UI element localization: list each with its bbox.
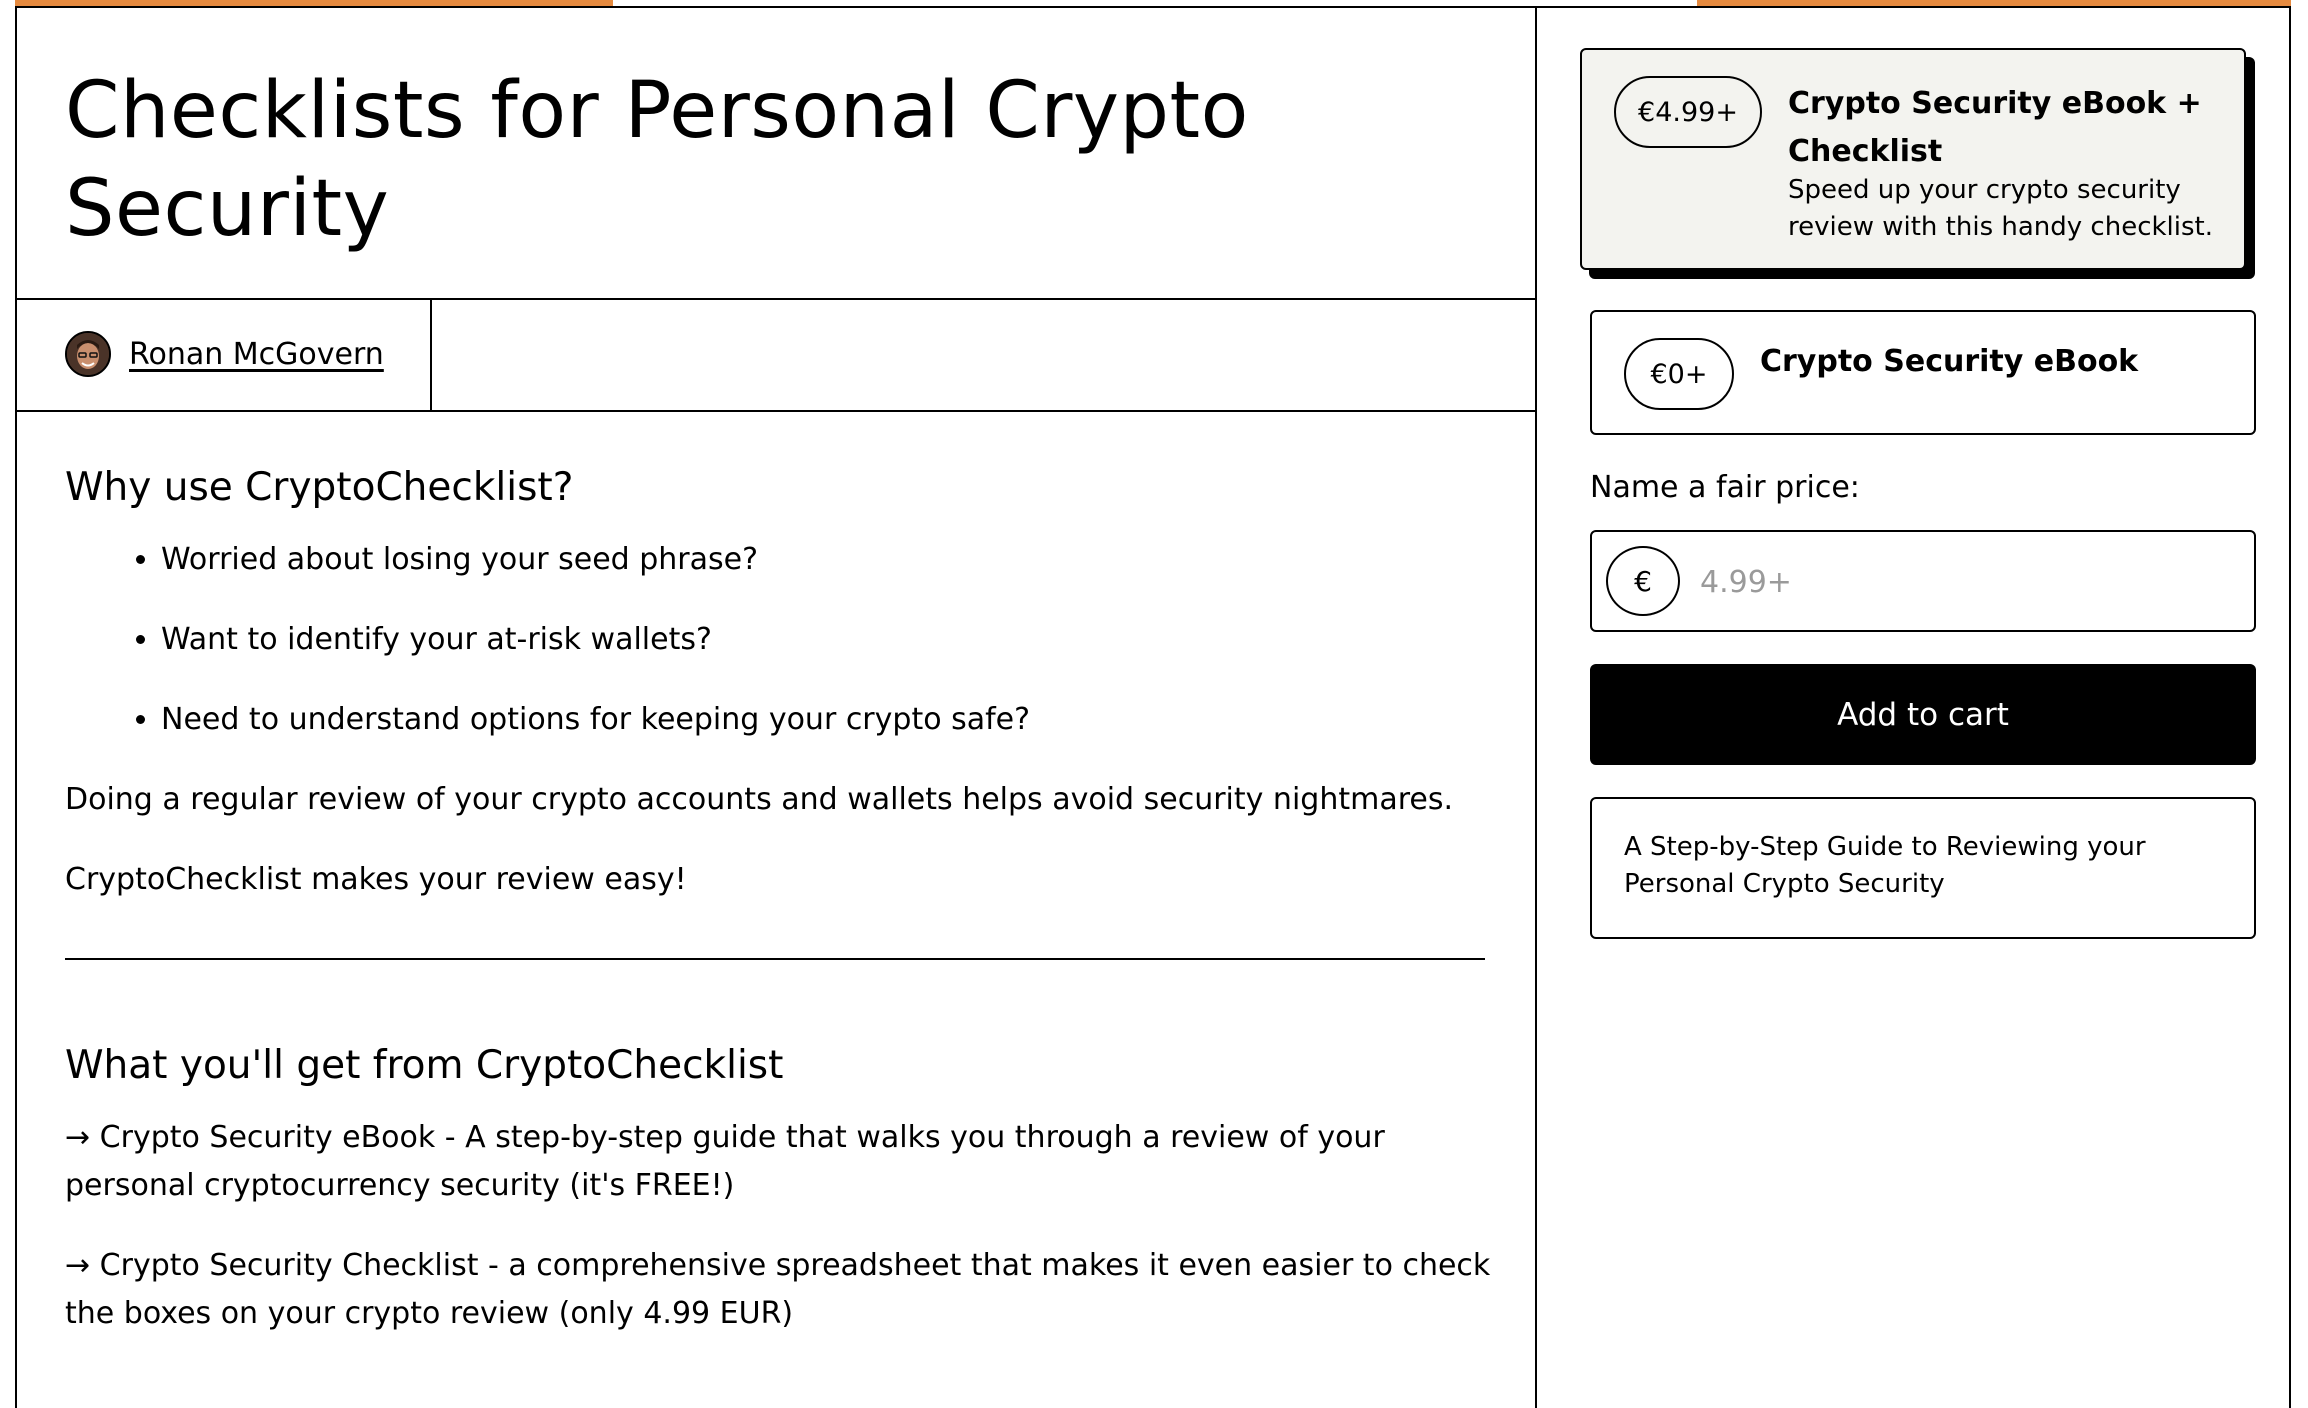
- option-ebook[interactable]: [1590, 310, 2256, 435]
- why-list: [65, 536, 1495, 744]
- option-description: Speed up your crypto security review with this handy checklist.: [1788, 175, 2214, 242]
- list-item: • Want to identify your at-risk wallets?: [161, 616, 1495, 664]
- list-item: • Worried about losing your seed phrase?: [161, 536, 1495, 584]
- euro-icon: €: [1606, 546, 1680, 616]
- section-divider: [65, 958, 1485, 960]
- author-divider: [15, 410, 1535, 412]
- list-item: • Need to understand options for keeping your crypto safe?: [161, 696, 1495, 744]
- add-to-cart-button[interactable]: Add to cart: [1590, 664, 2256, 765]
- price-pill: €4.99+: [1614, 76, 1762, 148]
- title-divider: [15, 298, 1535, 300]
- author-separator: [430, 298, 432, 412]
- product-title: Checklists for Personal Crypto Security: [65, 66, 1249, 254]
- price-pill: €0+: [1624, 338, 1734, 410]
- author-name[interactable]: Ronan McGovern: [129, 336, 384, 372]
- option-ebook-checklist[interactable]: [1580, 48, 2246, 270]
- heading-why: Why use CryptoChecklist?: [65, 465, 574, 510]
- get-item-checklist: → Crypto Security Checklist - a comprehensive spreadsheet that makes it even easier to check the boxes on your crypto review (only 4.99 EUR): [65, 1248, 1491, 1331]
- price-input[interactable]: [1698, 544, 2232, 620]
- paragraph-easy: CryptoChecklist makes your review easy!: [65, 862, 687, 897]
- author-link[interactable]: [65, 330, 384, 378]
- avatar-face-icon: [67, 333, 109, 375]
- product-summary: A Step-by-Step Guide to Reviewing your Personal Crypto Security: [1590, 797, 2256, 939]
- avatar[interactable]: [65, 331, 111, 377]
- get-item-ebook: → Crypto Security eBook - A step-by-step guide that walks you through a review of your personal cryptocurrency security (it's FREE!): [65, 1120, 1385, 1203]
- heading-get: What you'll get from CryptoChecklist: [65, 1043, 784, 1088]
- paragraph-review: Doing a regular review of your crypto accounts and wallets helps avoid security nightmares.: [65, 782, 1453, 817]
- product-description: [65, 460, 1495, 1370]
- option-title: Crypto Security eBook + Checklist: [1788, 86, 2202, 169]
- option-title: Crypto Security eBook: [1760, 344, 2139, 379]
- column-divider: [1535, 6, 1537, 1408]
- price-field[interactable]: [1590, 530, 2256, 632]
- price-label: Name a fair price:: [1590, 470, 1860, 505]
